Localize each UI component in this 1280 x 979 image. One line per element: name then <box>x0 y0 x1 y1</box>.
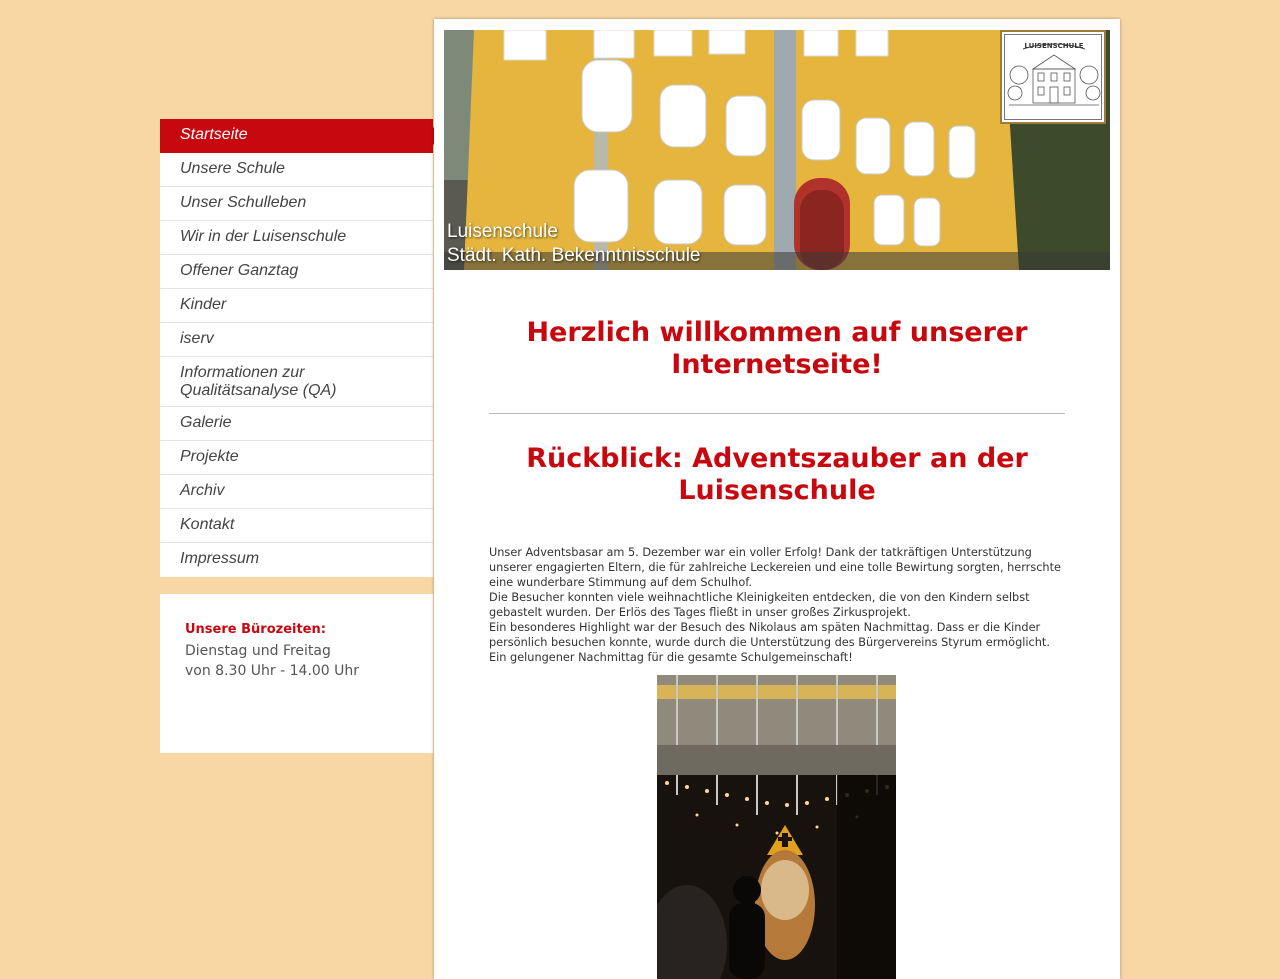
section-heading: Rückblick: Adventszauber an der Luisenschule <box>526 443 1028 506</box>
school-logo[interactable] <box>1000 30 1106 124</box>
nav-item-archiv[interactable]: Archiv <box>160 475 433 509</box>
article-paragraph: Ein gelungener Nachmittag für die gesamte Schulgemeinschaft! <box>489 651 853 664</box>
article-body <box>489 545 1065 665</box>
article-paragraph: Unser Adventsbasar am 5. Dezember war ein voller Erfolg! Dank der tatkräftigen Unterstützung unserer engagierten Eltern, die für zahlreiche Leckereien und eine tolle Bewirtung sorgten, herrschte eine wunderbare Stimmung auf dem Schulhof. <box>489 546 1061 589</box>
nav-item-galerie[interactable]: Galerie <box>160 407 433 441</box>
nav-item-unser-schulleben[interactable]: Unser Schulleben <box>160 187 433 221</box>
article-paragraph: Ein besonderes Highlight war der Besuch des Nikolaus am späten Nachmittag. Dass er die Kinder persönlich besuchen konnte, wurde durch die Unterstützung des Bürgervereins Styrum ermöglicht. <box>489 621 1050 649</box>
nav-item-iserv[interactable]: iserv <box>160 323 433 357</box>
nav-item-wir-in-der-luisenschule[interactable]: Wir in der Luisenschule <box>160 221 433 255</box>
content-divider <box>489 413 1065 414</box>
article <box>489 309 1065 665</box>
svg-text:LUISENSCHULE: LUISENSCHULE <box>1024 42 1084 50</box>
school-logo-drawing-icon <box>1005 35 1103 121</box>
office-hours-days: Dienstag und Freitag <box>185 643 331 659</box>
article-paragraph: Die Besucher konnten viele weihnachtliche Kleinigkeiten entdecken, die von den Kindern selbst gebastelt wurden. Der Erlös des Tages fließt in unser großes Zirkusprojekt. <box>489 591 1030 619</box>
nav-item-kinder[interactable]: Kinder <box>160 289 433 323</box>
advent-event-photo[interactable] <box>657 675 896 979</box>
nav-item-offener-ganztag[interactable]: Offener Ganztag <box>160 255 433 289</box>
office-hours-time: von 8.30 Uhr - 14.00 Uhr <box>185 663 360 679</box>
header-school-type: Städt. Kath. Bekenntnisschule <box>447 245 701 266</box>
main-navigation <box>160 119 433 577</box>
header-school-name: Luisenschule <box>447 221 558 242</box>
nav-item-impressum[interactable]: Impressum <box>180 550 260 567</box>
main-content <box>434 19 1120 979</box>
nav-item-qualitaetsanalyse[interactable]: Informationen zur Qualitätsanalyse (QA) <box>160 357 433 407</box>
office-hours-title: Unsere Bürozeiten: <box>185 622 326 637</box>
nav-item-startseite[interactable]: Startseite <box>160 119 433 153</box>
nav-item-kontakt[interactable]: Kontakt <box>160 509 433 543</box>
nav-item-projekte[interactable]: Projekte <box>160 441 433 475</box>
nav-item-unsere-schule[interactable]: Unsere Schule <box>160 153 433 187</box>
nikolaus-photo-illustration <box>657 675 896 979</box>
header-caption <box>447 220 701 268</box>
office-hours-box <box>160 594 433 753</box>
welcome-heading: Herzlich willkommen auf unserer Internetseite! <box>526 317 1028 380</box>
